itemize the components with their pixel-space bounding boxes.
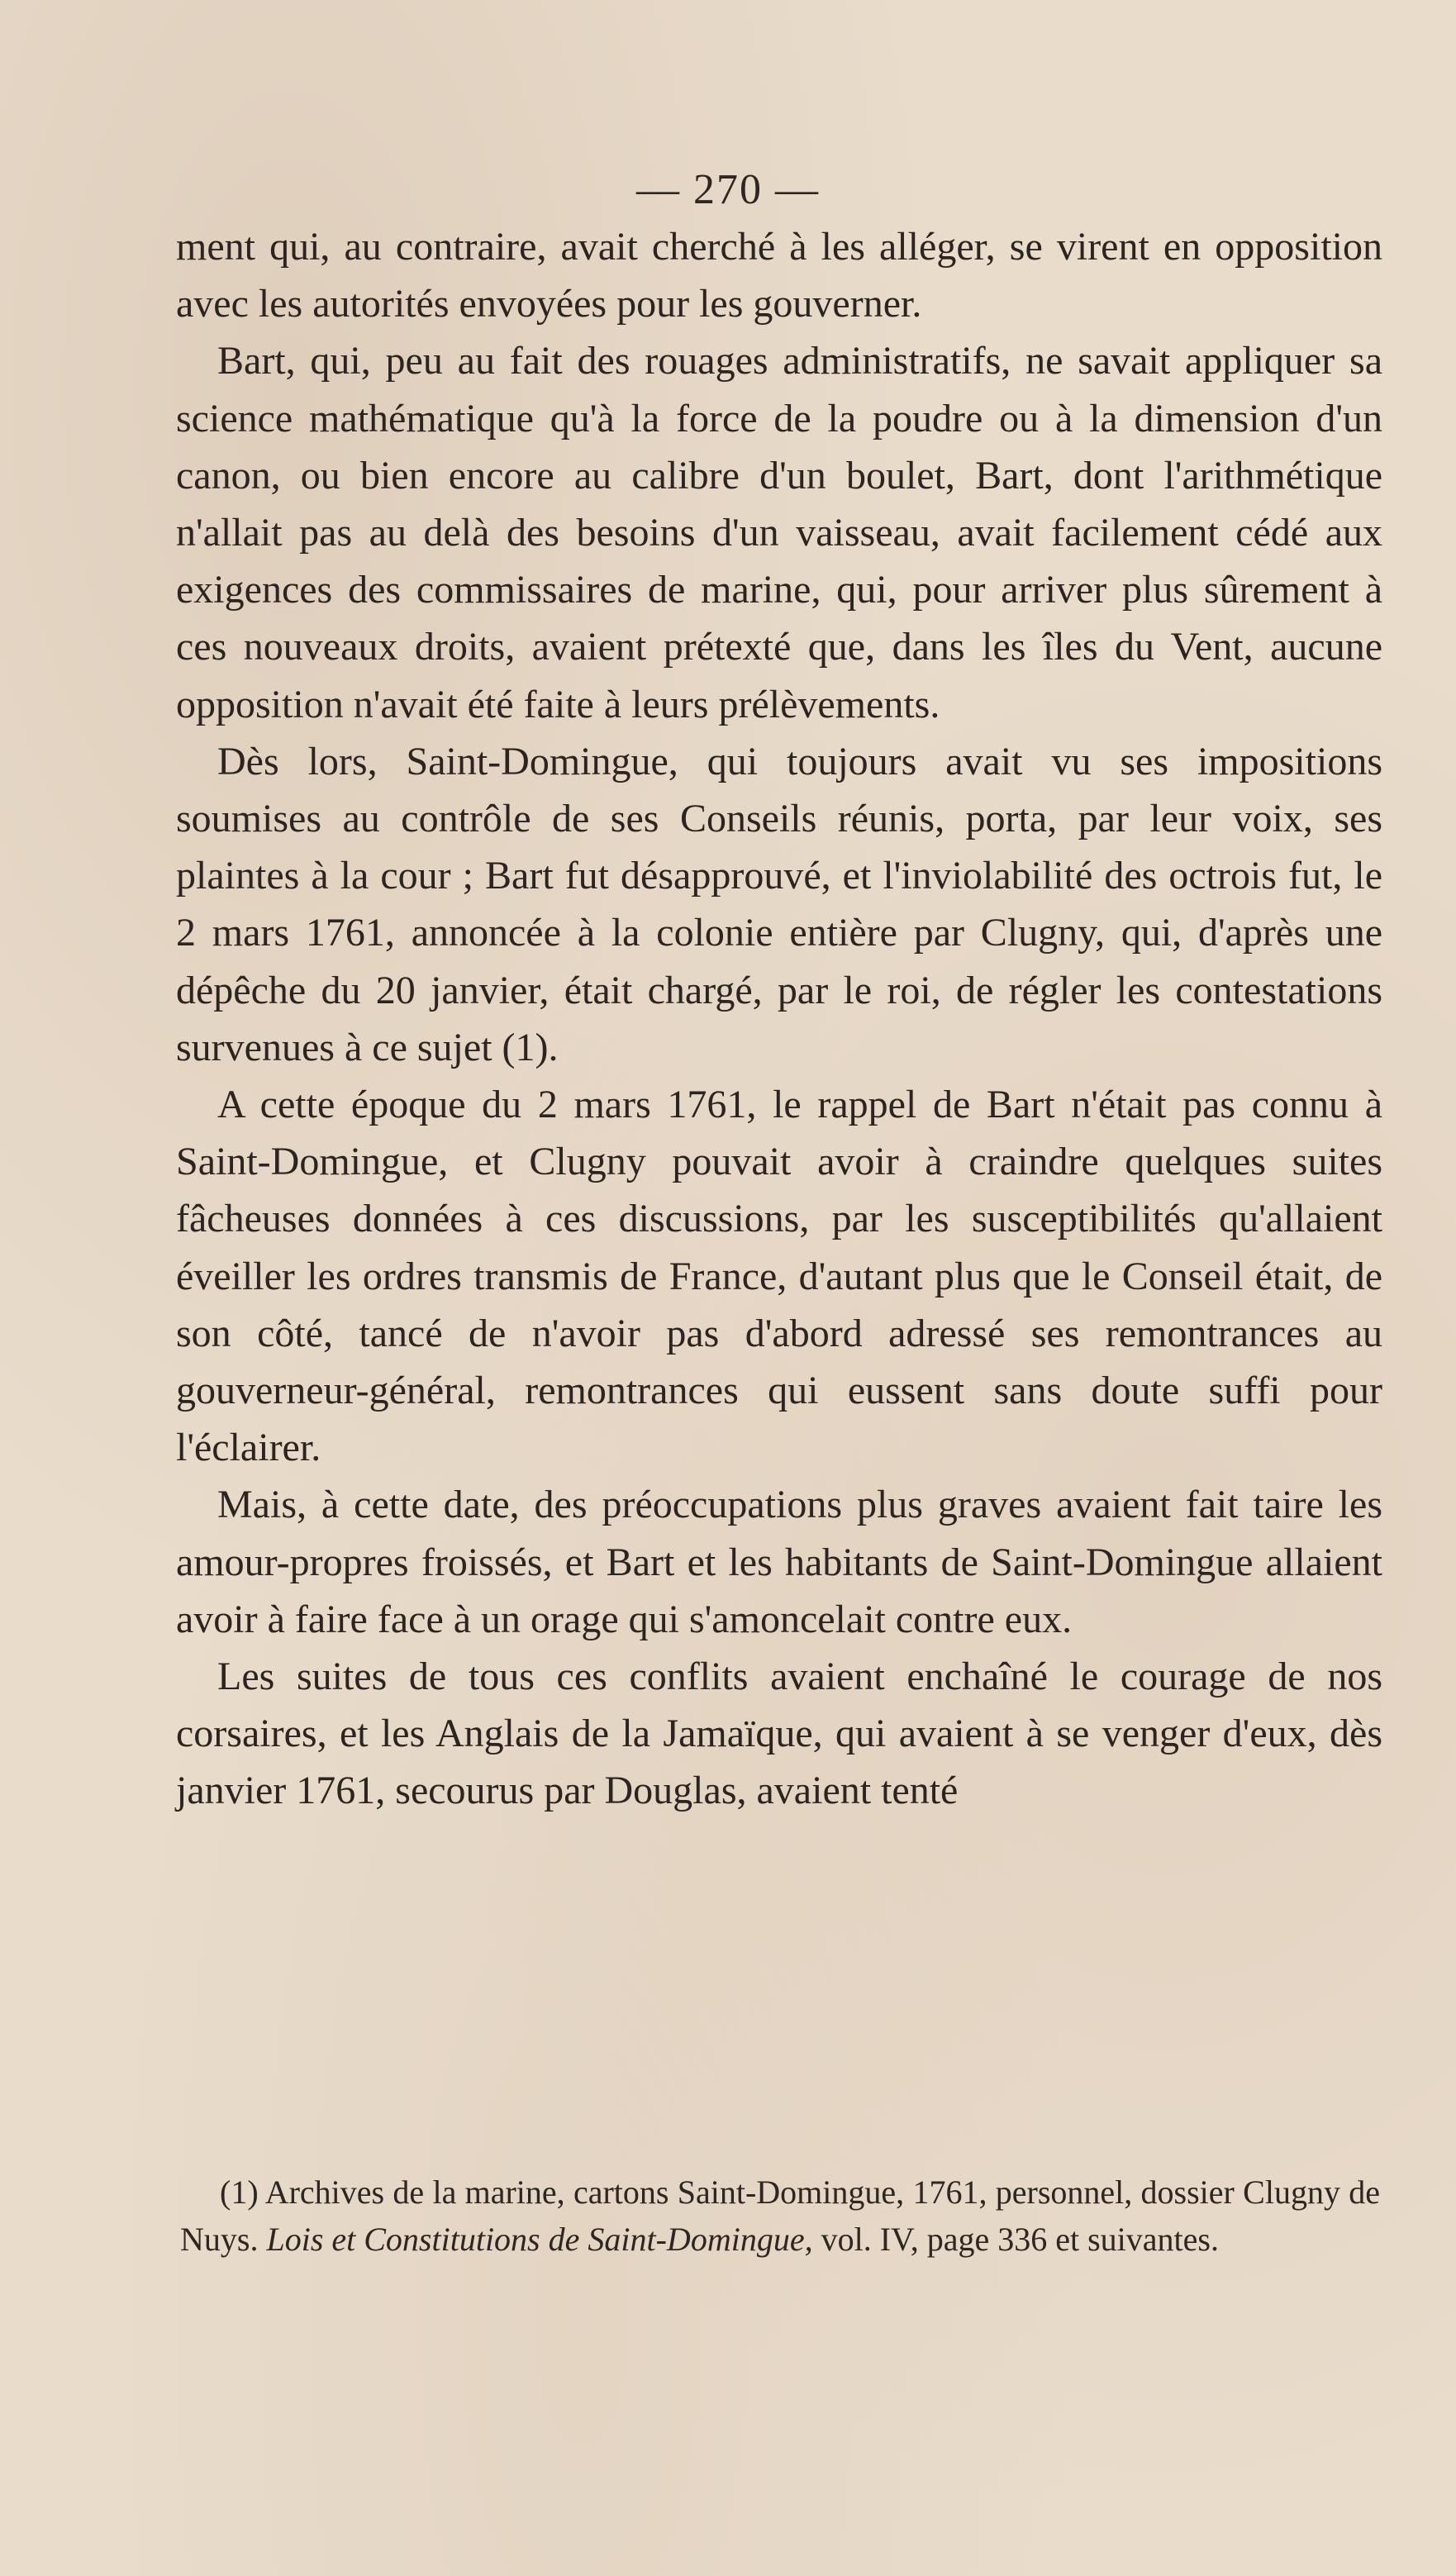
footnote (180, 2169, 1380, 2263)
footnote-italic-title: Lois et Constitutions de Saint-Domingue, (266, 2221, 813, 2258)
main-text (176, 218, 1382, 1820)
paragraph: A cette époque du 2 mars 1761, le rappel de Bart n'était pas connu à Saint-Domingue, et Clugny pouvait avoir à craindre quelques suites fâcheuses données à ces discussions, par les susceptibilités qu'allaient éveiller les ordres transmis de France, d'autant plus que le Conseil était, de son côté, tancé de n'avoir pas d'abord adressé ses remontrances au gouverneur-général, remontrances qui eussent sans doute suffi pour l'éclairer. (176, 1083, 1382, 1470)
paragraph: Dès lors, Saint-Domingue, qui toujours avait vu ses impositions soumises au contrôle de ses Conseils réunis, porta, par leur voix, ses plaintes à la cour ; Bart fut désapprouvé, et l'inviolabilité des octrois fut, le 2 mars 1761, annoncée à la colonie entière par Clugny, qui, d'après une dépêche du 20 janvier, était chargé, par le roi, de régler les contestations survenues à ce sujet (1). (176, 739, 1382, 1069)
footnote-text-end: vol. IV, page 336 et suivantes. (812, 2221, 1219, 2258)
paragraph: Les suites de tous ces conflits avaient enchaîné le courage de nos corsaires, et les Anglais de la Jamaïque, qui avaient à se venger d'eux, dès janvier 1761, secourus par Douglas, avaient tenté (176, 1655, 1382, 1813)
paragraph: Mais, à cette date, des préoccupations plus graves avaient fait taire les amour-propres froissés, et Bart et les habitants de Saint-Domingue allaient avoir à faire face à un orage qui s'amoncelait contre eux. (176, 1483, 1382, 1641)
footnote-text: (1) Archives de la marine, cartons Saint-Domingue, 1761, personnel, dossier Clugny de Nuys. (180, 2174, 1380, 2258)
footnote-section (180, 2169, 1380, 2263)
paragraph-continued: ment qui, au contraire, avait cherché à les alléger, se virent en opposition avec les autorités envoyées pour les gouverner. (176, 225, 1382, 326)
paragraph: Bart, qui, peu au fait des rouages administratifs, ne savait appliquer sa science mathématique qu'à la force de la poudre ou à la dimension d'un canon, ou bien encore au calibre d'un boulet, Bart, dont l'arithmétique n'allait pas au delà des besoins d'un vaisseau, avait facilement cédé aux exigences des commissaires de marine, qui, pour arriver plus sûrement à ces nouveaux droits, avaient prétexté que, dans les îles du Vent, aucune opposition n'avait été faite à leurs prélèvements. (176, 339, 1382, 726)
page-number: — 270 — (636, 166, 820, 213)
